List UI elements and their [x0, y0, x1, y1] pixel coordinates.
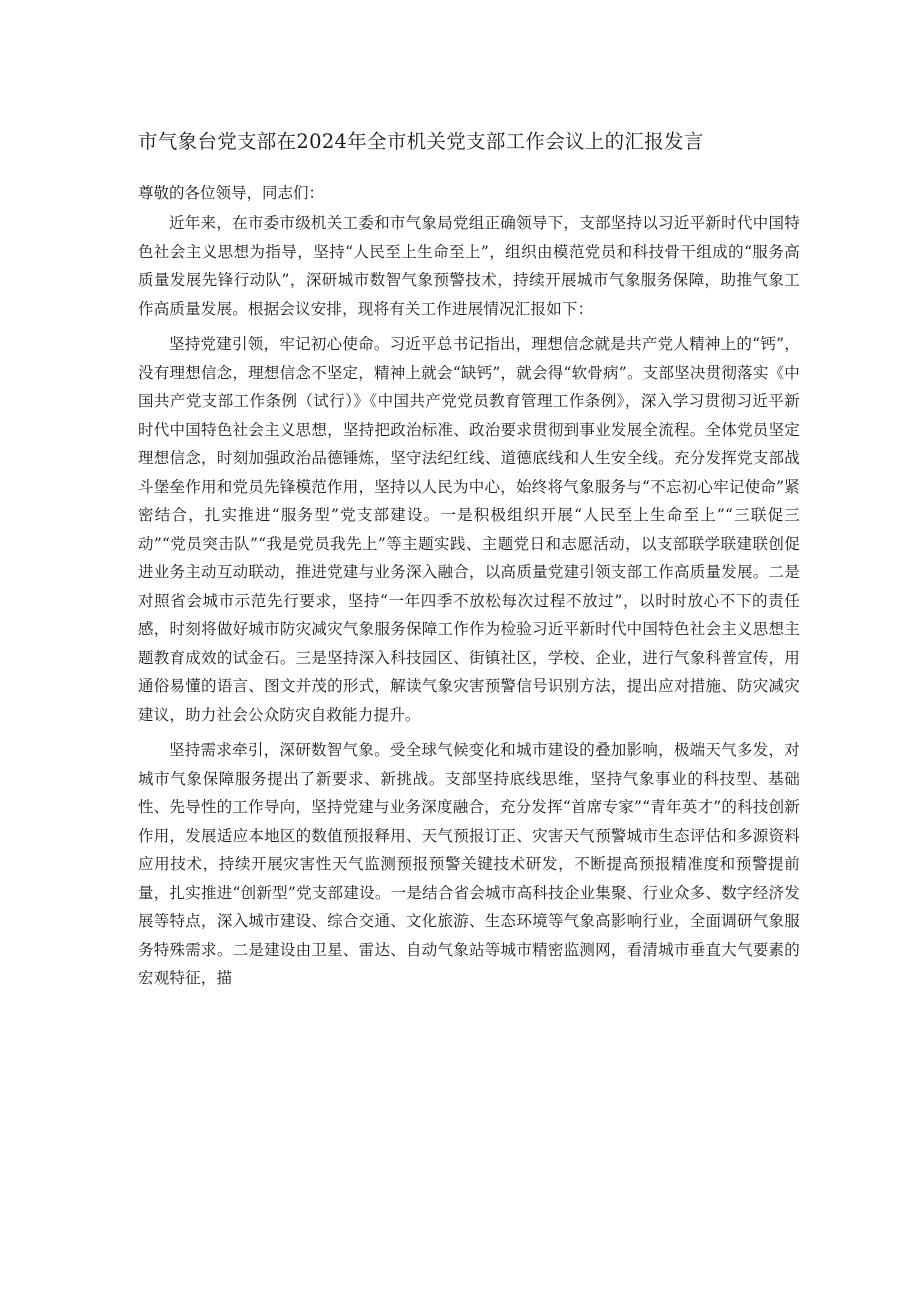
- document-title: 市气象台党支部在2024年全市机关党支部工作会议上的汇报发言: [138, 130, 704, 153]
- paragraph-smart-meteorology: 坚持需求牵引，深研数智气象。受全球气候变化和城市建设的叠加影响，极端天气多发，对城市气象保障服务提出了新要求、新挑战。支部坚持底线思维，坚持气象事业的科技型、基础性、先导性的工作导向，坚持党建与业务深度融合，充分发挥“首席专家”“青年英才”的科技创新作用，发展适应本地区的数值预报释用、天气预报订正、灾害天气预警城市生态评估和多源资料应用技术，持续开展灾害性天气监测预报预警关键技术研发，不断提高预报精准度和预警提前量，扎实推进“创新型”党支部建设。一是结合省会城市高科技企业集聚、行业众多、数字经济发展等特点，深入城市建设、综合交通、文化旅游、生态环境等气象高影响行业，全面调研气象服务特殊需求。二是建设由卫星、雷达、自动气象站等城市精密监测网，看清城市垂直大气要素的宏观特征，描: [138, 741, 800, 987]
- salutation: 尊敬的各位领导，同志们：: [138, 184, 325, 202]
- paragraph-intro: 近年来，在市委市级机关工委和市气象局党组正确领导下，支部坚持以习近平新时代中国特色社会主义思想为指导，坚持“人民至上生命至上”，组织由模范党员和科技骨干组成的“服务高质量发展先锋行动队”，深研城市数智气象预警技术，持续开展城市气象服务保障，助推气象工作高质量发展。根据会议安排，现将有关工作进展情况汇报如下：: [138, 214, 800, 318]
- document-body: [138, 128, 800, 993]
- paragraph-party-building: 坚持党建引领，牢记初心使命。习近平总书记指出，理想信念就是共产党人精神上的“钙”，没有理想信念，理想信念不坚定，精神上就会“缺钙”，就会得“软骨病”。支部坚决贯彻落实《中国共产党支部工作条例（试行）》《中国共产党党员教育管理工作条例》，深入学习贯彻习近平新时代中国特色社会主义思想，坚持把政治标准、政治要求贯彻到事业发展全流程。全体党员坚定理想信念，时刻加强政治品德锤炼，坚守法纪红线、道德底线和人生安全线。充分发挥党支部战斗堡垒作用和党员先锋模范作用，坚持以人民为中心，始终将气象服务与“不忘初心牢记使命”紧密结合，扎实推进“服务型”党支部建设。一是积极组织开展“人民至上生命至上”“三联促三动”“党员突击队”“我是党员我先上”等主题实践、主题党日和志愿活动，以支部联学联建联创促进业务主动互动联动，推进党建与业务深入融合，以高质量党建引领支部工作高质量发展。二是对照省会城市示范先行要求，坚持“一年四季不放松每次过程不放过”，以时时放心不下的责任感，时刻将做好城市防灾减灾气象服务保障工作作为检验习近平新时代中国特色社会主义思想主题教育成效的试金石。三是坚持深入科技园区、街镇社区，学校、企业，进行气象科普宣传，用通俗易懂的语言、图文并茂的形式，解读气象灾害预警信号识别方法，提出应对措施、防灾减灾建议，助力社会公众防灾自救能力提升。: [138, 335, 800, 724]
